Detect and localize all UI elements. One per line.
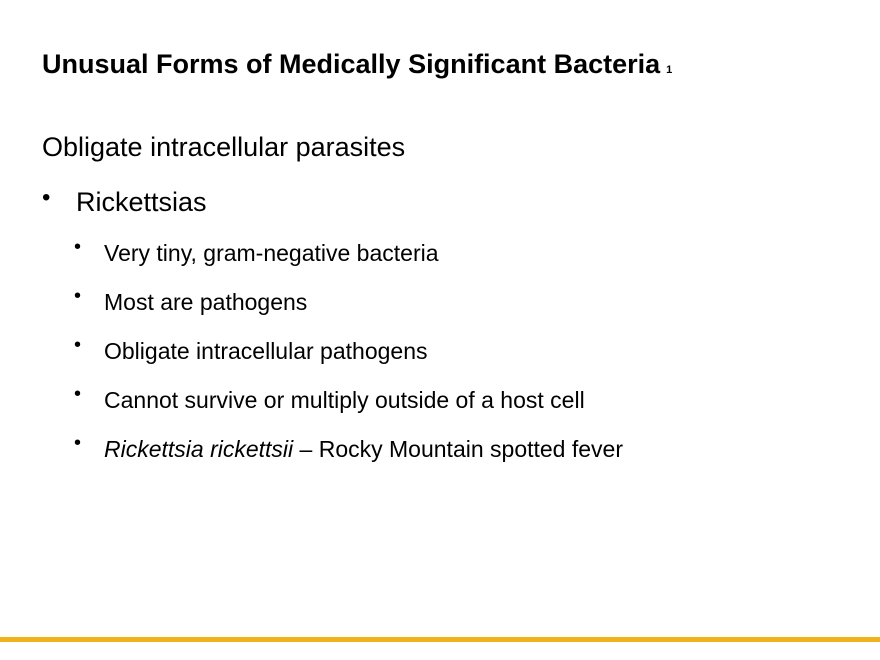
sub-bullet-label: Most are pathogens [104,289,308,315]
section-heading: Obligate intracellular parasites [42,132,406,162]
species-disease: – Rocky Mountain spotted fever [293,436,623,462]
bullet-icon: • [74,334,82,356]
bullet-icon: • [42,184,51,211]
bullet-icon: • [74,236,82,258]
sub-bullet-label: Cannot survive or multiply outside of a host cell [104,387,585,413]
footer-rule [0,637,880,642]
sub-bullet-label [104,434,623,464]
sub-bullet-label: Very tiny, gram-negative bacteria [104,240,439,266]
slide-title-text: Unusual Forms of Medically Significant Bacteria [42,49,661,79]
sub-bullet-label: Obligate intracellular pathogens [104,338,428,364]
bullet-item-label: Rickettsias [76,187,207,217]
species-name: Rickettsia rickettsii [104,436,294,462]
slide-title [42,46,672,88]
slide-title-subscript: 1 [666,64,673,76]
bullet-icon: • [74,432,82,454]
bullet-icon: • [74,285,82,307]
bullet-icon: • [74,383,82,405]
